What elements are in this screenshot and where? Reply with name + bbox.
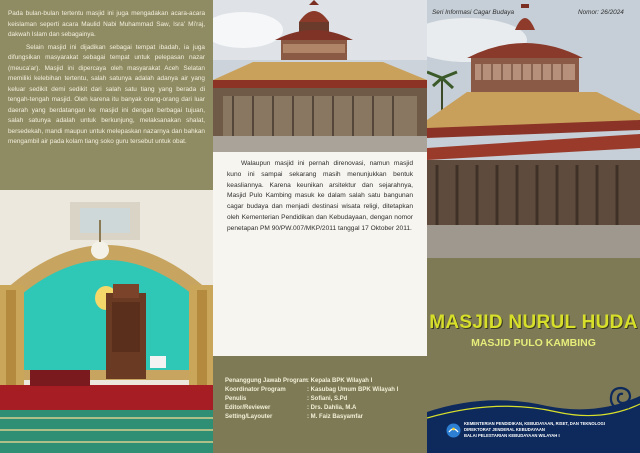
credit-role: Editor/Reviewer: [225, 405, 271, 411]
issue-number: Nomor: 26/2024: [578, 9, 624, 16]
tut-wuri-logo-icon: [446, 423, 461, 438]
credit-role: Penanggung Jawab Program: [225, 378, 308, 384]
credit-name: : Kepala BPK Wilayah I: [307, 378, 373, 384]
middle-text-panel: [213, 152, 427, 356]
credit-name: : Drs. Dahlia, M.A: [307, 405, 357, 411]
ministry-line-3: BALAI PELESTARIAN KEBUDAYAAN WILAYAH I: [464, 433, 560, 438]
mosque-illustration-cover: [427, 0, 640, 258]
ministry-line-2: DIREKTORAT JENDERAL KEBUDAYAAN: [464, 427, 545, 432]
credit-name: : Sofiani, S.Pd: [307, 396, 348, 402]
middle-body-paragraph: Walaupun masjid ini pernah direnovasi, namun masjid kuno ini sampai sekarang masih menunjukkan bentuk keasliannya. Karena keunikan arsitektur dan sejarahnya, Masjid Pulo Kambing masuk ke dalam salah satu bangunan cagar budaya dan menjadi destinasi wisata religi, ditetapkan oleh Kementerian Pendidikan dan Kebudayaan, dengan nomor penetapan PM 90/PW.007/MKP/2011 tanggal 17 Oktober 2011.: [227, 160, 413, 232]
credit-role: Koordinator Program: [225, 387, 286, 393]
left-paragraph-2: Selain masjid ini dijadikan sebagai tempat ibadah, ia juga difungsikan masyarakat sebagai tempat untuk pelepasan nazar (meuca'ar). Masjid ini dipercaya oleh masyarakat Aceh Selatan memiliki kelebihan tertentu, salah satunya adalah adanya air yang keluar sedikit demi sedikit dari salah satu tiang yang berada di tengah-tengah masjid. Oleh karena itu banyak orang-orang dari luar daerah yang berdatangan ke masjid ini dengan berbagai tujuan, salah satunya adalah untuk berkunjung, melaksanakan shalat, bersedekah, mandi maupun untuk melepaskan nazarnya dan bahkan mengambil air pada kolam tiang soko guru tersebut untuk obat.: [8, 43, 205, 145]
mosque-illustration-middle: [213, 0, 427, 152]
credit-row: [225, 405, 356, 411]
series-label: Seri Informasi Cagar Budaya: [432, 9, 515, 16]
interior-illustration: [0, 190, 213, 453]
credit-row: [225, 387, 398, 393]
credit-role: Setting/Layouter: [225, 414, 273, 420]
left-paragraph-1: Pada bulan-bulan tertentu masjid ini juga mengadakan acara-acara keislaman seperti acara Maulid Nabi Muhammad Saw, Isra' Mi'raj, dakwah Islam dan sebagainya.: [8, 10, 205, 38]
interior-photo: [0, 190, 213, 453]
ministry-line-1: KEMENTERIAN PENDIDIKAN, KEBUDAYAAN, RISET, DAN TEKNOLOGI: [464, 421, 605, 426]
credit-name: : M. Faiz Basyamfar: [307, 414, 364, 420]
ministry-block: [464, 421, 638, 439]
credits-panel: [213, 356, 427, 453]
credit-role: Penulis: [225, 396, 247, 402]
credit-row: [225, 414, 363, 420]
credit-row: [225, 378, 372, 384]
credit-row: [225, 396, 347, 402]
left-text-panel: [0, 0, 213, 190]
swirl-ornament-icon: [606, 383, 636, 413]
sub-title: MASJID PULO KAMBING: [471, 337, 596, 349]
mosque-photo-middle: [213, 0, 427, 152]
mosque-photo-cover: [427, 0, 640, 258]
credit-name: : Kasubag Umum BPK Wilayah I: [307, 387, 399, 393]
main-title: MASJID NURUL HUDA: [429, 312, 638, 333]
